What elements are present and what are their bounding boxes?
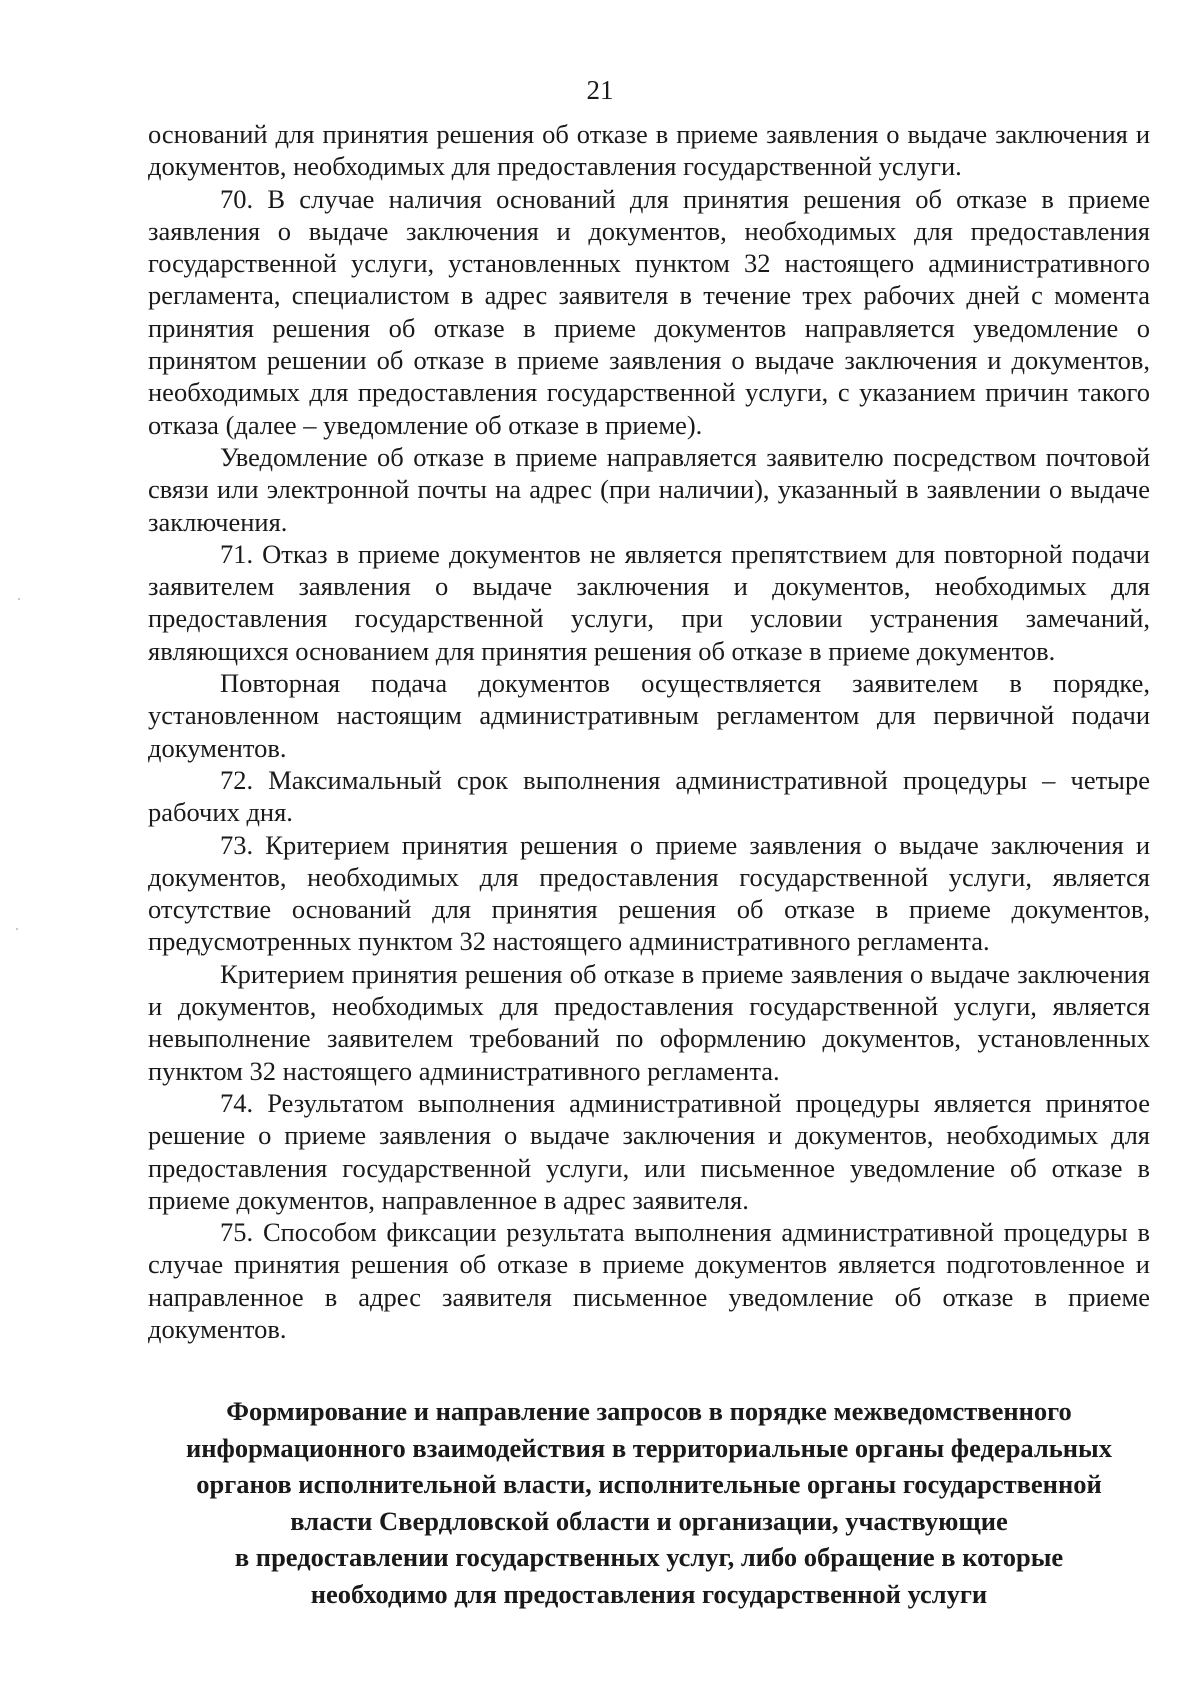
paragraph-74: 74. Результатом выполнения административной процедуры является принятое решение о приеме заявления о выдаче заключения и документов, необходимых для предоставления государственной услуги, или письменное уведомление об отказе в приеме документов, направленное в адрес заявителя. — [148, 1087, 1150, 1215]
page-number: 21 — [586, 75, 614, 105]
heading-line: необходимо для предоставления государственной услуги — [310, 1578, 988, 1609]
heading-line: органов исполнительной власти, исполнительные органы государственной — [196, 1469, 1102, 1499]
paragraph-73: 73. Критерием принятия решения о приеме заявления о выдаче заключения и документов, необходимых для предоставления государственной услуги, является отсутствие оснований для принятия решения об отказе в приеме документов, предусмотренных пунктом 32 настоящего административного регламента. — [148, 829, 1150, 957]
heading-line: в предоставлении государственных услуг, либо обращение в которые — [234, 1542, 1064, 1572]
paragraph-refusal-criterion: Критерием принятия решения об отказе в приеме заявления о выдаче заключения и документов, необходимых для предоставления государственной услуги, является невыполнение заявителем требований по оформлению документов, установленных пунктом 32 настоящего административного регламента. — [148, 958, 1150, 1086]
scan-speck — [16, 928, 18, 930]
paragraph-continuation: оснований для принятия решения об отказе в приеме заявления о выдаче заключения и документов, необходимых для предоставления государственной услуги. — [148, 119, 1150, 182]
body-text — [148, 118, 1150, 1345]
heading-line: информационного взаимодействия в территориальные органы федеральных — [186, 1432, 1112, 1463]
paragraph-notice-delivery: Уведомление об отказе в приеме направляется заявителю посредством почтовой связи или электронной почты на адрес (при наличии), указанный в заявлении о выдаче заключения. — [148, 441, 1150, 537]
paragraph-resubmission: Повторная подача документов осуществляется заявителем в порядке, установленном настоящим административным регламентом для первичной подачи документов. — [148, 668, 1150, 763]
paragraph-70: 70. В случае наличия оснований для принятия решения об отказе в приеме заявления о выдаче заключения и документов, необходимых для предоставления государственной услуги, установленных пунктом 32 настоящего административного регламента, специалистом в адрес заявителя в течение трех рабочих дней с момента принятия решения об отказе в приеме документов направляется уведомление о принятом решении об отказе в приеме заявления о выдаче заключения и документов, необходимых для предоставления государственной услуги, с указанием причин такого отказа (далее – уведомление об отказе в приеме). — [148, 183, 1150, 440]
heading-line: власти Свердловской области и организации, участвующие — [290, 1505, 1008, 1536]
paragraph-75: 75. Способом фиксации результата выполнения административной процедуры в случае принятия решения об отказе в приеме документов является подготовленное и направленное в адрес заявителя письменное уведомление об отказе в приеме документов. — [148, 1217, 1150, 1344]
section-heading — [148, 1393, 1150, 1612]
paragraph-71: 71. Отказ в приеме документов не является препятствием для повторной подачи заявителем заявления о выдаче заключения и документов, необходимых для предоставления государственной услуги, при условии устранения замечаний, являющихся основанием для принятия решения об отказе в приеме документов. — [148, 538, 1150, 666]
paragraph-72: 72. Максимальный срок выполнения административной процедуры – четыре рабочих дня. — [148, 764, 1150, 828]
scan-speck — [18, 598, 20, 600]
heading-line: Формирование и направление запросов в порядке межведомственного — [226, 1396, 1072, 1426]
